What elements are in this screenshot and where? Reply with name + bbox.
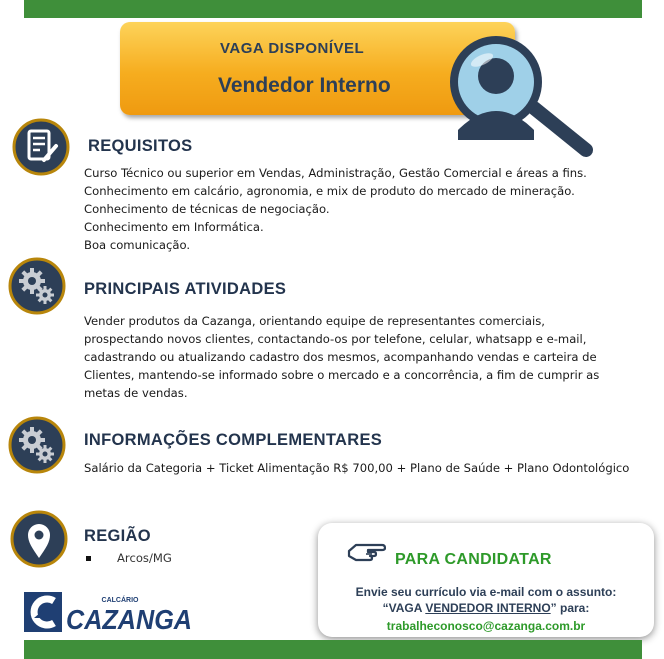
requirement-line: Conhecimento em Informática. — [84, 219, 264, 234]
requirement-line: Curso Técnico ou superior em Vendas, Administração, Gestão Comercial e áreas a fins. — [84, 166, 587, 180]
magnifier-person-icon — [438, 30, 598, 160]
apply-subject-pre: “VAGA — [382, 601, 426, 615]
apply-subject-job: VENDEDOR INTERNO — [425, 601, 551, 615]
bullet — [86, 556, 91, 561]
bottom-green-bar — [24, 640, 642, 659]
requirements-title: REQUISITOS — [88, 137, 193, 155]
activity-line: prospectando novos clientes, contactando-os por telefone, celular, whatsapp e e-mail, — [84, 331, 587, 346]
region-list — [86, 551, 172, 565]
requirement-line: Conhecimento em calcário, agronomia, e mix de produto do mercado de mineração. — [84, 183, 575, 198]
apply-title: PARA CANDIDATAR — [395, 551, 552, 568]
pointing-hand-icon — [346, 537, 386, 563]
requirement-line: Conhecimento de técnicas de negociação. — [84, 201, 330, 216]
region-title: REGIÃO — [84, 527, 151, 545]
extra-info-line: Salário da Categoria + Ticket Alimentação R$ 700,00 + Plano de Saúde + Plano Odontológico — [84, 461, 630, 475]
activities-text — [84, 313, 599, 403]
activity-line: cadastrando ou atualizando cadastro dos mesmos, acompanhando vendas e carteira de — [84, 349, 597, 364]
requirement-line: Boa comunicação. — [84, 237, 191, 252]
region-item: Arcos/MG — [117, 551, 172, 565]
extra-info-title: INFORMAÇÕES COMPLEMENTARES — [84, 431, 383, 449]
apply-card — [318, 523, 654, 637]
activities-title: PRINCIPAIS ATIVIDADES — [84, 280, 287, 298]
document-pen-icon — [12, 118, 70, 176]
extra-info-text — [84, 460, 629, 478]
apply-subject — [318, 601, 654, 615]
apply-email-link[interactable]: trabalheconosco@cazanga.com.br — [386, 619, 586, 633]
apply-instruction: Envie seu currículo via e-mail com o assunto: — [355, 585, 617, 599]
gears-icon — [8, 416, 66, 474]
logo-small-text: CALCÁRIO — [101, 597, 139, 604]
job-title: Vendedor Interno — [218, 74, 391, 97]
activity-line: Vender produtos da Cazanga, orientando equipe de representantes comerciais, — [84, 314, 545, 328]
apply-subject-post: ” para: — [550, 601, 590, 615]
activity-line: Clientes, mantendo-se informado sobre o mercado e a concorrência, a fim de cumprir as — [84, 367, 600, 382]
gears-icon — [8, 257, 66, 315]
top-green-bar — [24, 0, 642, 18]
logo-brand-text: CAZANGA — [66, 604, 192, 632]
cazanga-logo — [24, 592, 196, 632]
banner-kicker: VAGA DISPONÍVEL — [220, 40, 365, 57]
requirements-text — [84, 165, 587, 255]
activity-line: metas de vendas. — [84, 385, 188, 400]
location-pin-icon — [10, 510, 68, 568]
